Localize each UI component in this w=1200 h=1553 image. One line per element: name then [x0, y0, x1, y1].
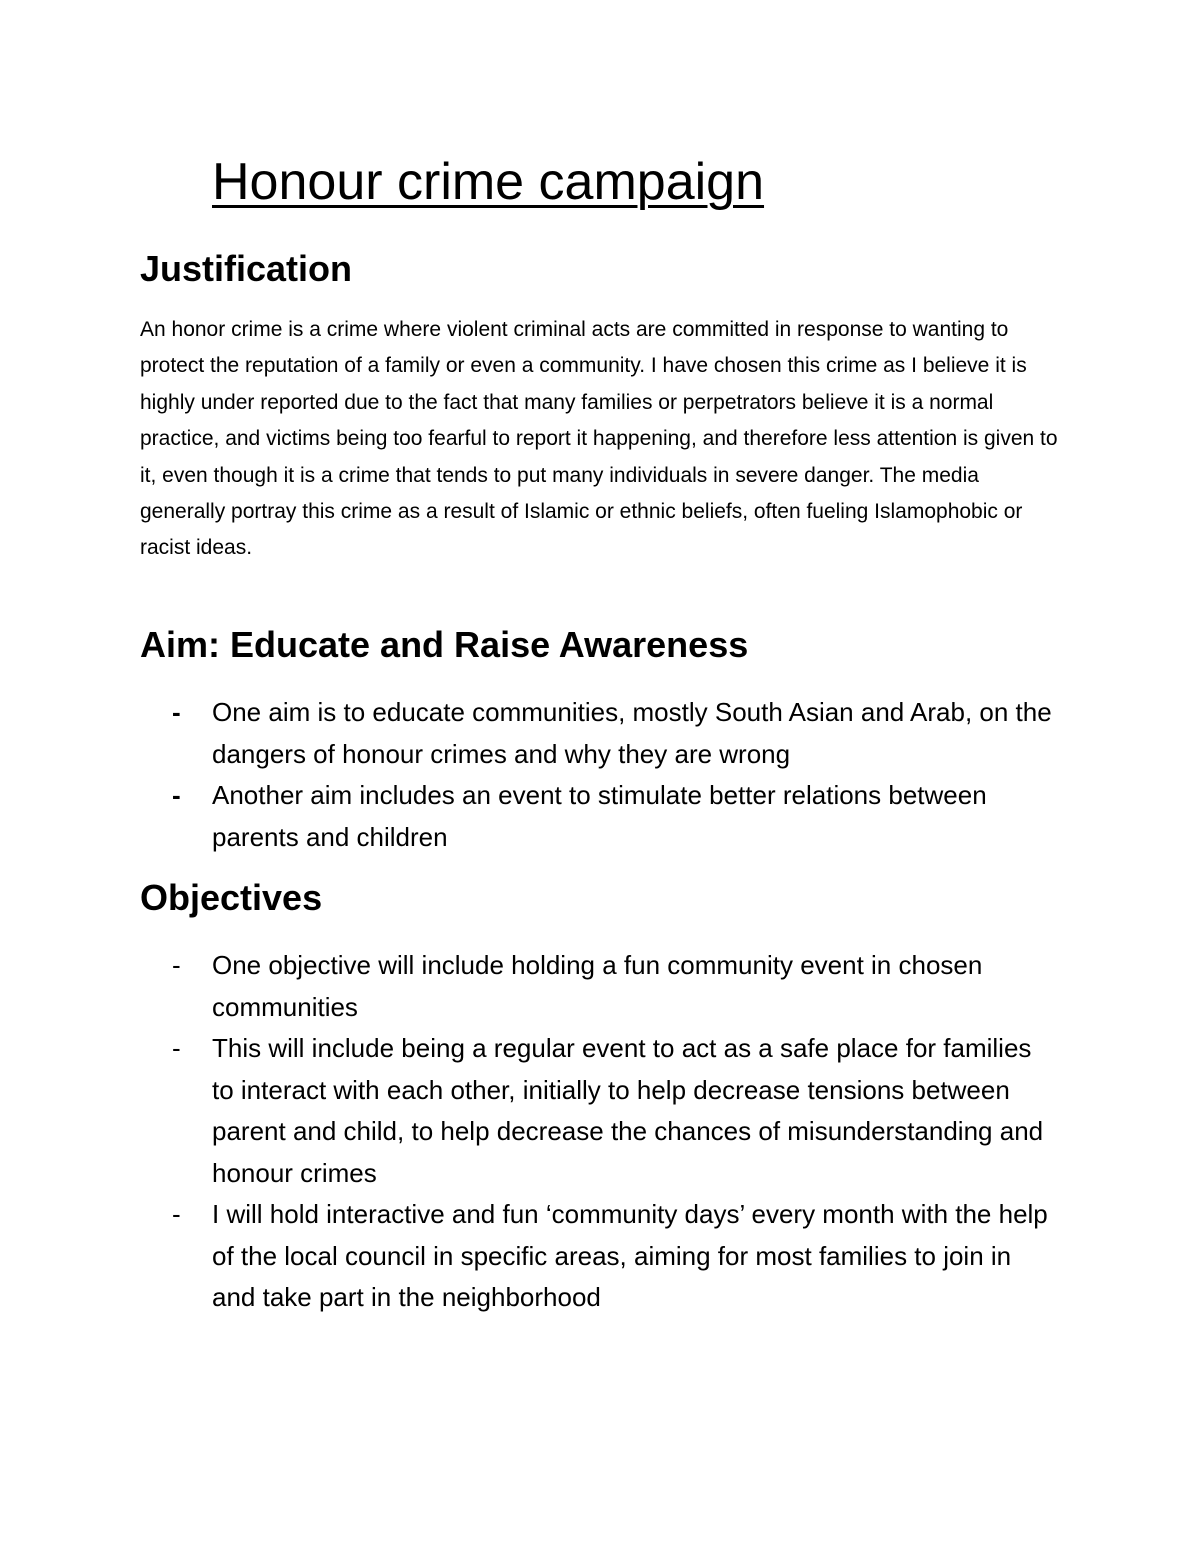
- list-item: [140, 775, 1060, 858]
- list-item: [140, 1194, 1060, 1319]
- justification-heading: Justification: [140, 248, 353, 289]
- objective-item-text: I will hold interactive and fun ‘community days’ every month with the help of the local council in specific areas, aiming for most families to join in and take part in the neighborhood: [212, 1199, 1048, 1312]
- objective-item-text: This will include being a regular event to act as a safe place for families to interact with each other, initially to help decrease tensions between parent and child, to help decrease the chances of misunderstanding and honour crimes: [212, 1033, 1044, 1188]
- aim-item-text: Another aim includes an event to stimulate better relations between parents and children: [212, 780, 987, 852]
- justification-paragraph: An honor crime is a crime where violent criminal acts are committed in response to wanting to protect the reputation of a family or even a community. I have chosen this crime as I believe it is highly under reported due to the fact that many families or perpetrators believe it is a normal practice, and victims being too fearful to report it happening, and therefore less attention is given to it, even though it is a crime that tends to put many individuals in severe danger. The media generally portray this crime as a result of Islamic or ethnic beliefs, often fueling Islamophobic or racist ideas.: [140, 318, 1058, 560]
- list-item: [140, 945, 1060, 1028]
- aim-heading: Aim: Educate and Raise Awareness: [140, 624, 749, 665]
- list-item: [140, 1028, 1060, 1194]
- aim-item-text: One aim is to educate communities, mostly South Asian and Arab, on the dangers of honour crimes and why they are wrong: [212, 697, 1052, 769]
- bullet-dash: -: [172, 697, 181, 727]
- list-item: [140, 692, 1060, 775]
- objectives-heading: Objectives: [140, 877, 323, 918]
- objective-item-text: One objective will include holding a fun community event in chosen communities: [212, 950, 983, 1022]
- bullet-dash: -: [172, 950, 181, 980]
- document-title: Honour crime campaign: [212, 153, 765, 211]
- objectives-list: [140, 945, 1060, 1319]
- aim-list: [140, 692, 1060, 858]
- bullet-dash: -: [172, 1199, 181, 1229]
- bullet-dash: -: [172, 780, 181, 810]
- bullet-dash: -: [172, 1033, 181, 1063]
